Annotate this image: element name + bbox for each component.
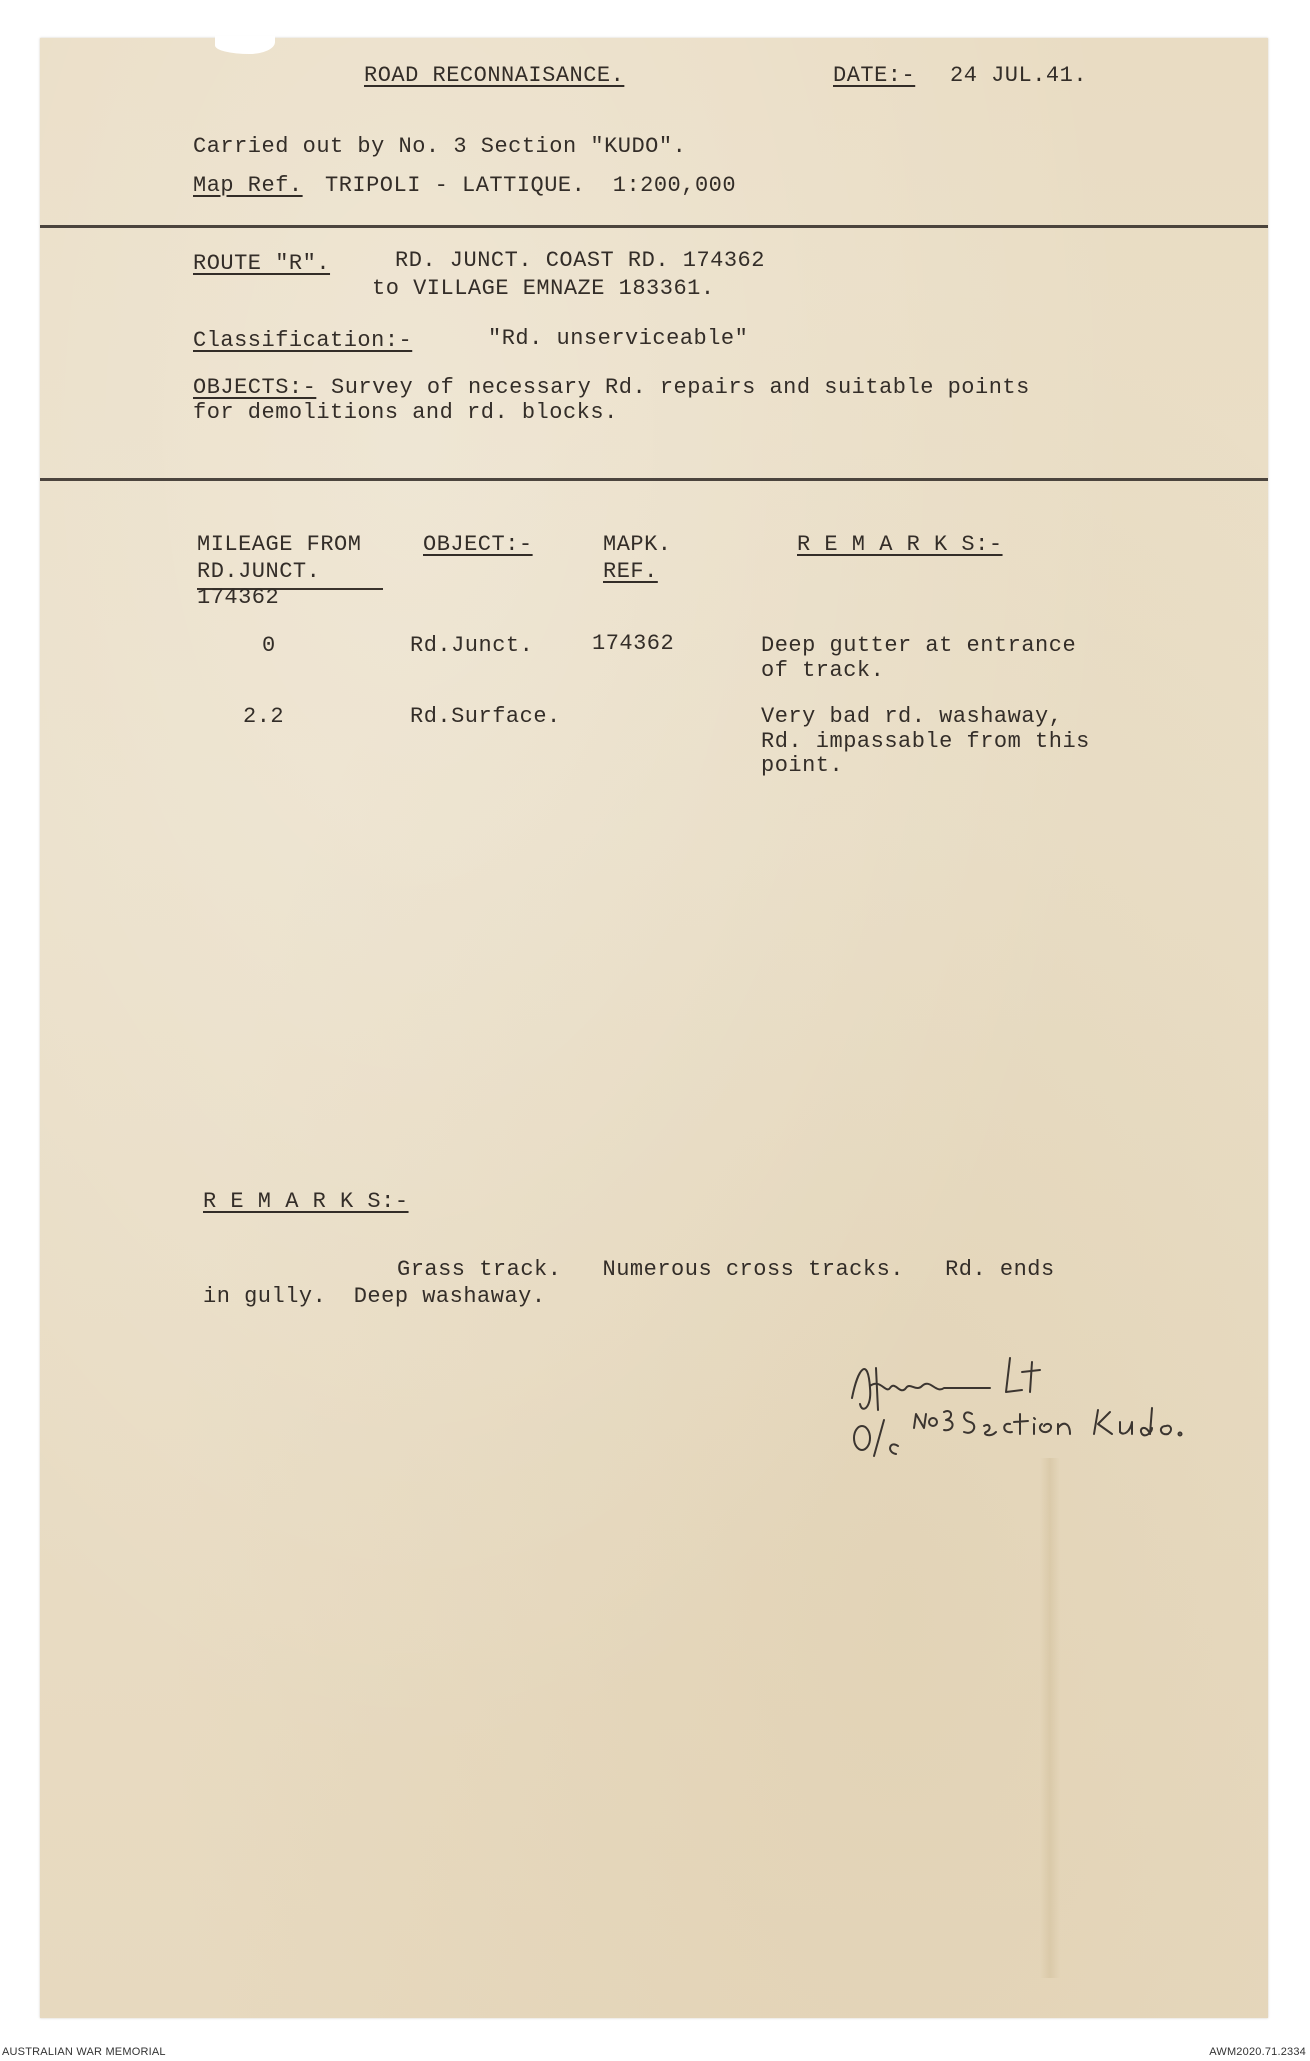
- classification-label: Classification:-: [193, 328, 413, 353]
- footer-right-caption: AWM2020.71.2334: [1209, 2046, 1306, 2058]
- row-1-map-ref: 174362: [592, 631, 675, 656]
- route-line-2: to VILLAGE EMNAZE 183361.: [372, 276, 715, 301]
- col-header-map-1: MAPK.: [603, 532, 672, 557]
- col-header-mileage-1: MILEAGE FROM: [197, 532, 362, 557]
- remarks-line-1: Grass track. Numerous cross tracks. Rd. ends: [397, 1257, 1055, 1282]
- objects-line-1: Survey of necessary Rd. repairs and suitable points: [331, 375, 1030, 400]
- divider-middle: [40, 478, 1268, 481]
- row-1-object: Rd.Junct.: [410, 633, 534, 658]
- map-ref-value: TRIPOLI - LATTIQUE. 1:200,000: [325, 173, 737, 198]
- document-title: ROAD RECONNAISANCE.: [364, 63, 625, 88]
- col-header-mileage-2: RD.JUNCT.: [197, 559, 321, 584]
- objects-line-2: for demolitions and rd. blocks.: [193, 400, 618, 425]
- route-label: ROUTE "R".: [193, 251, 331, 276]
- col-header-object: OBJECT:-: [423, 532, 533, 557]
- document-sheet: [40, 38, 1268, 2018]
- row-1-remarks-line-1: Deep gutter at entrance: [761, 633, 1077, 658]
- handwritten-signature: [840, 1328, 1220, 1468]
- row-2-remarks-line-2: Rd. impassable from this: [761, 729, 1090, 754]
- row-2-mileage: 2.2: [243, 704, 285, 729]
- date-value: 24 JUL.41.: [950, 63, 1088, 88]
- row-2-remarks-line-3: point.: [761, 753, 844, 778]
- col-header-mileage-3: 174362: [197, 585, 280, 610]
- divider-top: [40, 225, 1268, 228]
- row-1-mileage: 0: [262, 633, 276, 658]
- classification-value: "Rd. unserviceable": [488, 326, 749, 351]
- row-1-remarks-line-2: of track.: [761, 658, 885, 683]
- row-2-object: Rd.Surface.: [410, 704, 561, 729]
- remarks-line-2: in gully. Deep washaway.: [203, 1284, 546, 1309]
- carried-out-line: Carried out by No. 3 Section "KUDO".: [193, 134, 687, 159]
- row-2-remarks-line-1: Very bad rd. washaway,: [761, 704, 1063, 729]
- date-label: DATE:-: [833, 63, 916, 88]
- objects-label: OBJECTS:-: [193, 375, 317, 400]
- remarks-heading: R E M A R K S:-: [203, 1189, 409, 1214]
- footer-left-caption: AUSTRALIAN WAR MEMORIAL: [2, 2046, 166, 2058]
- col-header-remarks: R E M A R K S:-: [797, 532, 1003, 557]
- map-ref-label: Map Ref.: [193, 173, 303, 198]
- col-header-map-2: REF.: [603, 559, 658, 584]
- route-line-1: RD. JUNCT. COAST RD. 174362: [395, 248, 765, 273]
